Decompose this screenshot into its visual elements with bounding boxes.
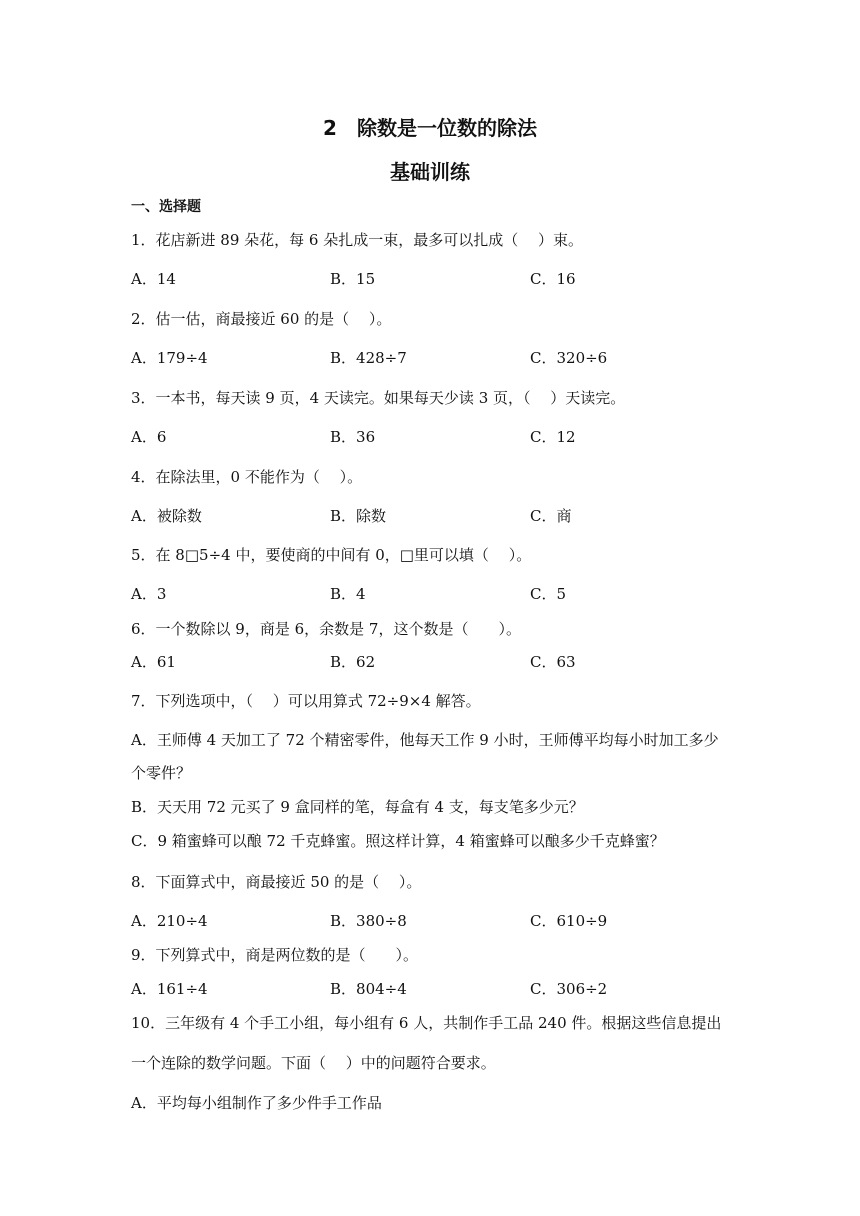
option-a[interactable]: A．3 <box>131 585 167 603</box>
question-9: 9．下列算式中，商是两位数的是（ ）。 <box>131 946 419 964</box>
option-c[interactable]: C．12 <box>530 428 576 446</box>
option-c[interactable]: C．5 <box>530 585 567 603</box>
option-b[interactable]: B．380÷8 <box>330 912 407 930</box>
page-title: 2 除数是一位数的除法 <box>323 116 537 140</box>
question-6: 6．一个数除以 9，商是 6，余数是 7，这个数是（ ）。 <box>131 620 521 638</box>
option-c[interactable]: C．63 <box>530 653 576 671</box>
option-b[interactable]: B．36 <box>330 428 376 446</box>
question-7: 7．下列选项中，（ ）可以用算式 72÷9×4 解答。 <box>131 692 481 710</box>
question-2: 2．估一估，商最接近 60 的是（ ）。 <box>131 310 392 328</box>
option-c[interactable]: C．商 <box>530 507 572 525</box>
option-a[interactable]: A．61 <box>131 653 176 671</box>
option-b[interactable]: B．15 <box>330 270 376 288</box>
option-a[interactable]: A．161÷4 <box>131 980 208 998</box>
option-c[interactable]: C．306÷2 <box>530 980 608 998</box>
option-c[interactable]: C．610÷9 <box>530 912 608 930</box>
option-b[interactable]: B．804÷4 <box>330 980 407 998</box>
question-3: 3．一本书，每天读 9 页，4 天读完。如果每天少读 3 页，（ ）天读完。 <box>131 389 626 407</box>
option-a[interactable]: A．210÷4 <box>131 912 208 930</box>
option-a[interactable]: A．王师傅 4 天加工了 72 个精密零件，他每天工作 9 小时，王师傅平均每小时加工多少 <box>131 731 719 749</box>
option-b[interactable]: B．4 <box>330 585 366 603</box>
question-1: 1．花店新进 89 朵花，每 6 朵扎成一束，最多可以扎成（ ）束。 <box>131 231 584 249</box>
question-10-continuation: 一个连除的数学问题。下面（ ）中的问题符合要求。 <box>131 1054 496 1072</box>
option-c[interactable]: C．9 箱蜜蜂可以酿 72 千克蜂蜜。照这样计算，4 箱蜜蜂可以酿多少千克蜂蜜？ <box>131 832 665 850</box>
question-5: 5．在 8□5÷4 中，要使商的中间有 0，□里可以填（ ）。 <box>131 546 532 564</box>
question-8: 8．下面算式中，商最接近 50 的是（ ）。 <box>131 873 422 891</box>
option-a[interactable]: A．14 <box>131 270 176 288</box>
option-c[interactable]: C．320÷6 <box>530 349 608 367</box>
option-a[interactable]: A．被除数 <box>131 507 202 525</box>
option-b[interactable]: B．除数 <box>330 507 387 525</box>
question-4: 4．在除法里，0 不能作为（ ）。 <box>131 468 363 486</box>
option-b[interactable]: B．428÷7 <box>330 349 407 367</box>
option-b[interactable]: B．62 <box>330 653 376 671</box>
question-10: 10．三年级有 4 个手工小组，每小组有 6 人，共制作手工品 240 件。根据这些信息提出 <box>131 1014 722 1032</box>
option-a[interactable]: A．179÷4 <box>131 349 208 367</box>
option-a-continuation[interactable]: 个零件？ <box>131 764 192 782</box>
option-b[interactable]: B．天天用 72 元买了 9 盒同样的笔，每盒有 4 支，每支笔多少元？ <box>131 798 584 816</box>
option-a[interactable]: A．6 <box>131 428 167 446</box>
option-a[interactable]: A．平均每小组制作了多少件手工作品 <box>131 1094 382 1112</box>
section-heading: 一、选择题 <box>131 199 201 215</box>
option-c[interactable]: C．16 <box>530 270 576 288</box>
page-subtitle: 基础训练 <box>390 160 470 184</box>
